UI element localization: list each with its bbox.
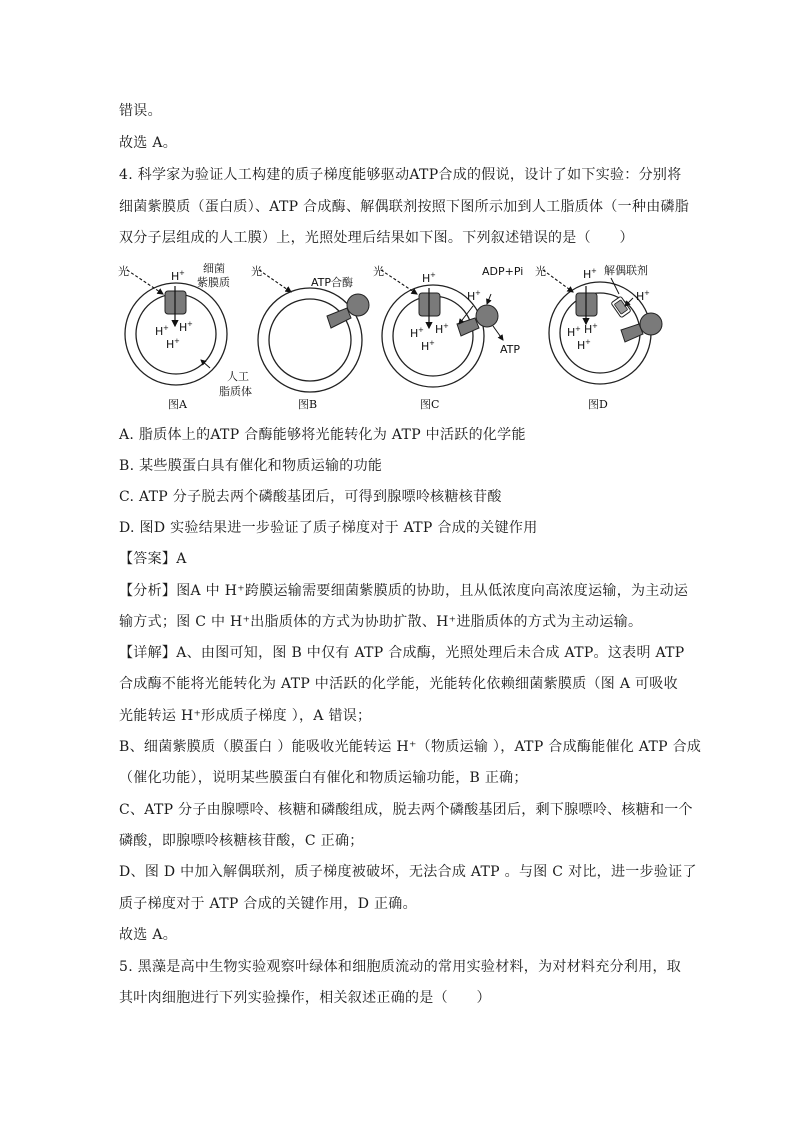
proton-label: H <box>155 325 164 338</box>
detail-line: 磷酸，即腺嘌呤核糖核苷酸，C 正确； <box>119 833 364 849</box>
figure-label: 人工 <box>227 370 249 383</box>
detail-line: C、ATP 分子由腺嘌呤、核糖和磷酸组成，脱去两个磷酸基团后，剩下腺嘌呤、核糖和一个 <box>119 802 693 818</box>
figure-d <box>535 263 662 411</box>
caption-c: 图C <box>420 398 440 411</box>
detail-line: B、细菌紫膜质（膜蛋白 ）能吸收光能转运 H⁺（物质运输 ），ATP 合成酶能催化 ATP 合成 <box>119 739 702 755</box>
caption-b: 图B <box>298 398 318 411</box>
superscript-plus: + <box>443 322 449 330</box>
figure-label: ATP <box>500 343 521 356</box>
superscript-plus: + <box>418 326 424 334</box>
detail-line: （催化功能），说明某些膜蛋白有催化和物质运输功能，B 正确； <box>119 770 528 786</box>
option-c: C. ATP 分子脱去两个磷酸基团后，可得到腺嘌呤核糖核苷酸 <box>119 489 502 505</box>
proton-label: H <box>166 338 175 351</box>
proton-label: H <box>467 290 476 303</box>
answer-line: 【答案】A <box>119 551 187 567</box>
analysis-line: 输方式；图 C 中 H⁺出脂质体的方式为协助扩散、H⁺进脂质体的方式为主动运输。 <box>119 614 643 630</box>
proton-label: H <box>584 323 593 336</box>
question-4-stem: 细菌紫膜质（蛋白质）、ATP 合成酶、解偶联剂按照下图所示加到人工脂质体（一种由磷脂 <box>119 199 690 215</box>
proton-label: H <box>577 339 586 352</box>
option-b: B. 某些膜蛋白具有催化和物质运输的功能 <box>119 458 383 474</box>
detail-line: 【详解】A、由图可知，图 B 中仅有 ATP 合成酶，光照处理后未合成 ATP。这表明 ATP <box>119 645 685 661</box>
option-a: A. 脂质体上的ATP 合酶能够将光能转化为 ATP 中活跃的化学能 <box>119 427 526 443</box>
liposome-figure <box>115 258 705 416</box>
uncoupler-label: 解偶联剂 <box>604 264 648 277</box>
question-5-stem: 5. 黑藻是高中生物实验观察叶绿体和细胞质流动的常用实验材料，为对材料充分利用，取 <box>119 959 682 975</box>
figure-label: 细菌 <box>203 262 225 275</box>
superscript-plus: + <box>174 337 180 345</box>
superscript-plus: + <box>575 325 581 333</box>
figure-c <box>373 264 523 411</box>
question-4-stem: 4. 科学家为验证人工构建的质子梯度能够驱动ATP合成的假说，设计了如下实验：分别将 <box>119 167 682 183</box>
detail-line: 光能转运 H⁺形成质子梯度 ），A 错误； <box>119 708 372 724</box>
conclusion-line: 故选 A。 <box>119 927 178 943</box>
superscript-plus: + <box>163 324 169 332</box>
superscript-plus: + <box>592 322 598 330</box>
proton-label: H <box>567 326 576 339</box>
text-line: 故选 A。 <box>119 135 178 151</box>
detail-line: 合成酶不能将光能转化为 ATP 中活跃的化学能，光能转化依赖细菌紫膜质（图 A 可吸收 <box>119 676 678 692</box>
caption-d: 图D <box>588 398 608 411</box>
question-5-stem: 其叶肉细胞进行下列实验操作，相关叙述正确的是（ ） <box>119 990 491 1006</box>
light-label: 光 <box>118 265 129 278</box>
figure-label: 光 <box>251 265 262 278</box>
proton-label: H <box>171 270 180 283</box>
text-line: 错误。 <box>119 103 162 119</box>
figure-label: 光 <box>373 265 384 278</box>
proton-label: H <box>422 272 431 285</box>
superscript-plus: + <box>429 339 435 347</box>
figure-a <box>118 261 252 411</box>
proton-label: H <box>179 321 188 334</box>
question-4-stem: 双分子层组成的人工膜）上，光照处理后结果如下图。下列叙述错误的是（ ） <box>119 230 634 246</box>
figure-b <box>251 264 369 411</box>
caption-a: 图A <box>168 398 187 411</box>
figure-label: 脂质体 <box>219 385 252 398</box>
superscript-plus: + <box>475 289 481 297</box>
proton-label: H <box>410 327 419 340</box>
analysis-line: 【分析】图A 中 H⁺跨膜运输需要细菌紫膜质的协助，且从低浓度向高浓度运输，为主动运 <box>119 583 689 599</box>
figure-label: 光 <box>535 265 546 278</box>
proton-label: H <box>421 340 430 353</box>
proton-label: H <box>636 290 645 303</box>
superscript-plus: + <box>591 267 597 275</box>
atp-synthase-label: ATP合酶 <box>311 276 354 289</box>
proton-label: H <box>435 323 444 336</box>
superscript-plus: + <box>430 271 436 279</box>
option-d: D. 图D 实验结果进一步验证了质子梯度对于 ATP 合成的关键作用 <box>119 520 538 536</box>
detail-line: D、图 D 中加入解偶联剂，质子梯度被破坏，无法合成 ATP 。与图 C 对比，进一步验证了 <box>119 864 697 880</box>
superscript-plus: + <box>644 289 650 297</box>
figure-label: ADP+Pi <box>482 265 524 278</box>
superscript-plus: + <box>179 269 185 277</box>
detail-line: 质子梯度对于 ATP 合成的关键作用，D 正确。 <box>119 896 417 912</box>
figure-label: 紫膜质 <box>197 276 230 289</box>
proton-label: H <box>583 268 592 281</box>
superscript-plus: + <box>585 338 591 346</box>
superscript-plus: + <box>187 320 193 328</box>
